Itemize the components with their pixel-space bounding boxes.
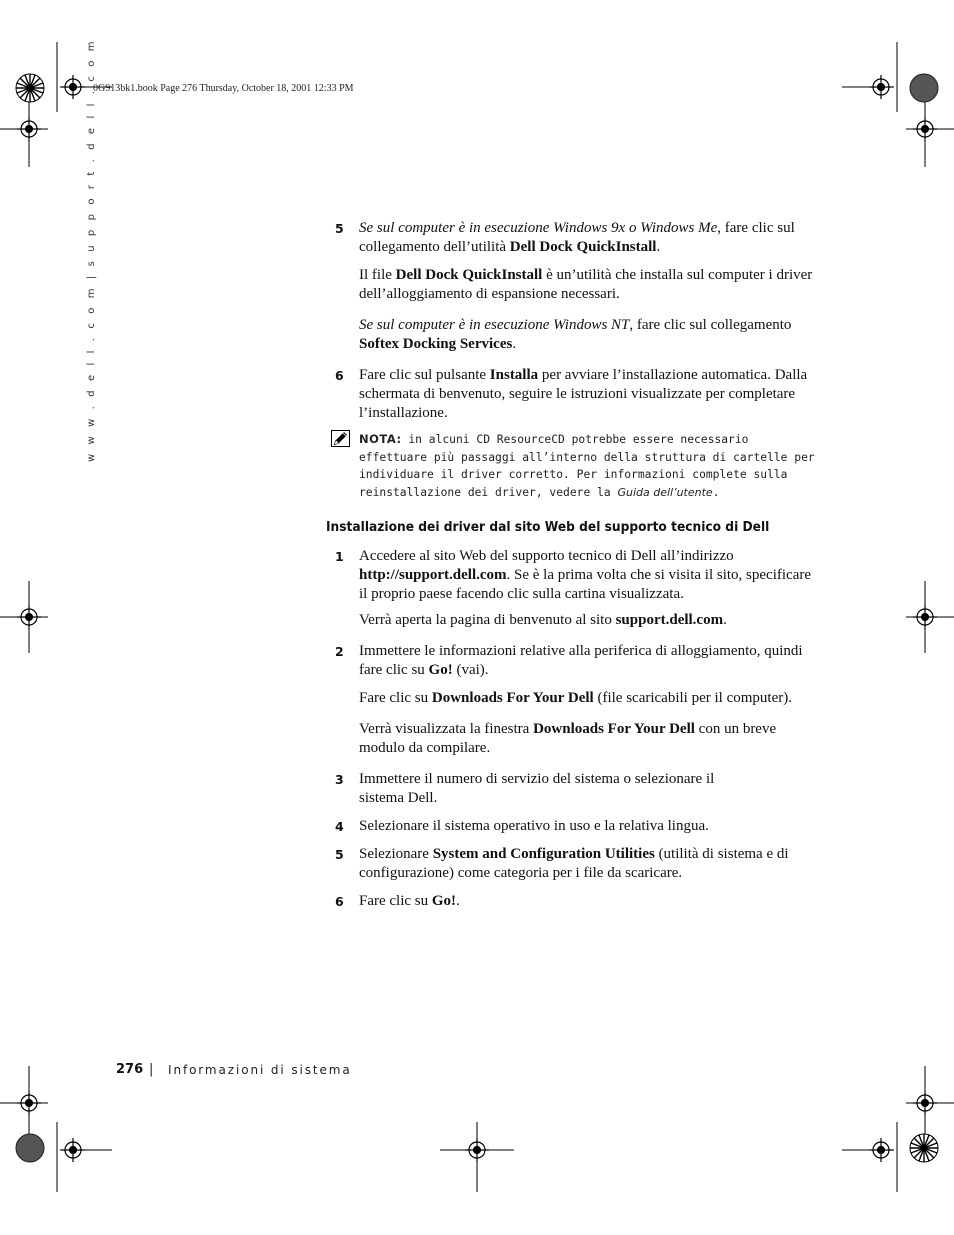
step-6-text — [359, 366, 819, 423]
text-run: Fare clic sul pulsante — [359, 367, 490, 383]
step-3-text: Immettere il numero di servizio del sistema o selezionare il sistema Dell. — [359, 771, 715, 806]
text-run: Immettere le informazioni relative alla periferica di alloggiamento, quindi fare clic su — [359, 643, 803, 678]
bold-term: Dell Dock QuickInstall — [509, 239, 657, 255]
bold-term: Downloads For Your Dell — [533, 721, 695, 737]
step-4-text: Selezionare il sistema operativo in uso e la relativa lingua. — [359, 818, 709, 834]
bold-term: Go! — [431, 893, 457, 909]
step-number: 4 — [335, 819, 344, 834]
step-number: 6 — [335, 894, 344, 909]
paragraph-file — [359, 266, 819, 304]
text-run: Verrà visualizzata la finestra — [359, 721, 534, 737]
text-run: in alcuni CD ResourceCD potrebbe essere necessario effettuare più passaggi all’interno della struttura di cartelle per individuare il driver corretto. Per informazioni complete sulla reinstallazione dei driver, vedere la — [359, 433, 815, 499]
section-heading: Installazione dei driver dal sito Web del supporto tecnico di Dell — [326, 520, 770, 535]
bold-term: Installa — [489, 367, 539, 383]
note-pencil-icon — [331, 430, 350, 447]
bold-term: Go! — [428, 662, 453, 678]
text-run: Selezionare — [359, 846, 433, 862]
paragraph-window — [359, 720, 819, 758]
text-run: per avviare l’installazione automatica. Dalla schermata di benvenuto, seguire le istruzioni visualizzate per completare l’installazione. — [359, 367, 808, 421]
support-url-link[interactable]: http://support.dell.com — [359, 567, 507, 583]
text-run: . — [723, 612, 727, 628]
page-number: 276 — [116, 1062, 144, 1077]
italic-text: Guida dell’utente — [617, 485, 713, 499]
text-run: Il file — [359, 267, 396, 283]
step-number: 5 — [335, 221, 344, 236]
text-run: Fare clic su — [359, 893, 432, 909]
step-number: 3 — [335, 772, 344, 787]
text-run: , fare clic sul collegamento — [629, 317, 792, 333]
step-1-text — [359, 547, 819, 604]
text-run: . — [456, 893, 460, 909]
text-run: con un breve modulo da compilare. — [359, 721, 777, 756]
bold-term: Softex Docking Services — [359, 336, 513, 352]
text-run: Fare clic su — [359, 690, 432, 706]
print-header: 0G913bk1.book Page 276 Thursday, October 18, 2001 12:33 PM — [93, 83, 354, 94]
italic-text: Se sul computer è in esecuzione Windows NT — [359, 317, 630, 333]
text-run: . Se è la prima volta che si visita il sito, specificare il proprio paese facendo clic sulla cartina visualizzata. — [359, 567, 812, 602]
text-run: Accedere al sito Web del supporto tecnico di Dell all’indirizzo — [359, 548, 734, 564]
text-run: (vai). — [452, 662, 489, 678]
italic-text: Se sul computer è in esecuzione Windows 9x o Windows Me — [359, 220, 718, 236]
text-run: (file scaricabili per il computer). — [593, 690, 792, 706]
step-2-text — [359, 642, 819, 680]
step-5b-text — [359, 845, 819, 883]
paragraph-downloads — [359, 689, 829, 708]
step-number: 5 — [335, 847, 344, 862]
step-number: 1 — [335, 549, 344, 564]
note-text — [359, 431, 819, 501]
text-run: è un’utilità che installa sul computer i driver dell’alloggiamento di espansione necessari. — [359, 267, 813, 302]
step-number: 2 — [335, 644, 344, 659]
text-run: . — [712, 485, 720, 499]
bold-term: support.dell.com — [615, 612, 724, 628]
step-5-text — [359, 219, 819, 257]
footer-separator: | — [149, 1062, 154, 1077]
text-run: Verrà aperta la pagina di benvenuto al sito — [359, 612, 616, 628]
bold-term: System and Configuration Utilities — [432, 846, 655, 862]
text-run: , fare clic sul collegamento dell’utilità — [359, 220, 795, 255]
paragraph-nt — [359, 316, 819, 354]
step-6b-text — [359, 892, 819, 911]
bold-term: Dell Dock QuickInstall — [395, 267, 543, 283]
step-number: 6 — [335, 368, 344, 383]
text-run: . — [512, 336, 517, 352]
footer-chapter-title: Informazioni di sistema — [168, 1063, 352, 1077]
side-url: w w w . d e l l . c o m | s u p p o r t . d e l l . c o m — [86, 38, 97, 462]
text-run: . — [656, 239, 661, 255]
bold-term: Downloads For Your Dell — [431, 690, 594, 706]
note-label: NOTA: — [359, 432, 402, 446]
text-run: (utilità di sistema e di configurazione) come categoria per i file da scaricare. — [359, 846, 789, 881]
paragraph-welcome — [359, 611, 819, 630]
